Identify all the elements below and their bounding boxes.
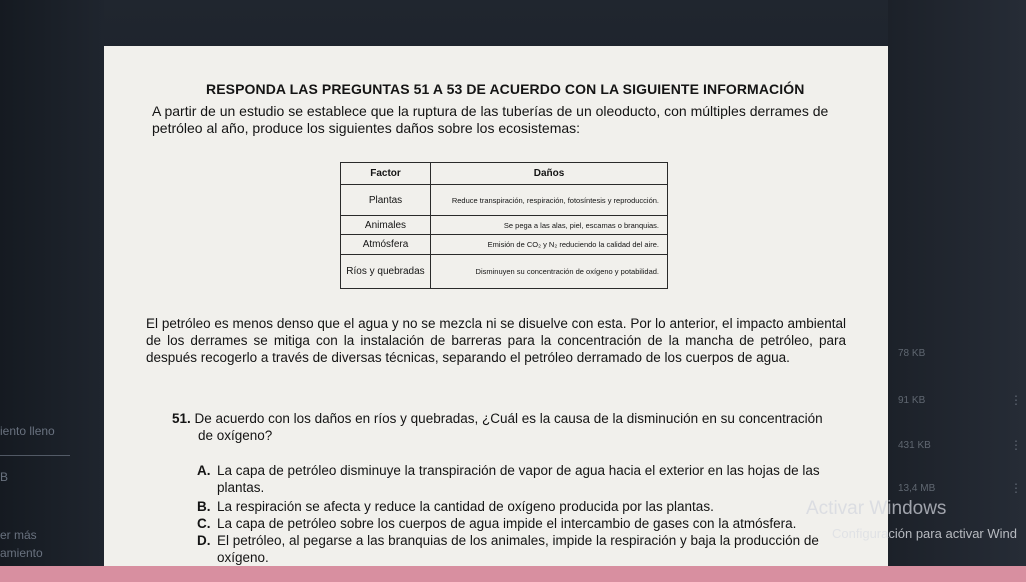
damage-table	[340, 162, 668, 289]
table-header-factor: Factor	[341, 163, 431, 185]
question-text-line1: De acuerdo con los daños en ríos y quebradas, ¿Cuál es la causa de la disminución en su concentración	[194, 411, 823, 426]
option-letter: A.	[197, 463, 211, 478]
option-text: La capa de petróleo disminuye la transpiración de vapor de agua hacia el exterior en las hojas de las plantas.	[217, 463, 820, 495]
question-text-line2: de oxígeno?	[198, 428, 273, 443]
option-text: La capa de petróleo sobre los cuerpos de agua impide el intercambio de gases con la atmósfera.	[217, 516, 797, 531]
more-options-icon[interactable]: ⋮	[1010, 438, 1022, 452]
table-cell-factor: Atmósfera	[341, 235, 431, 255]
left-panel-text-4: amiento	[0, 546, 43, 560]
option-text: El petróleo, al pegarse a las branquias de los animales, impide la respiración y baja la producción de oxígeno.	[217, 533, 819, 565]
table-cell-factor: Ríos y quebradas	[341, 255, 431, 289]
left-panel-text-1: iento lleno	[0, 424, 55, 438]
table-header-damage: Daños	[431, 163, 668, 185]
option-b[interactable]	[197, 498, 857, 515]
left-background-panel	[0, 0, 104, 582]
option-a[interactable]	[197, 462, 857, 496]
option-letter: B.	[197, 499, 211, 514]
question-51	[172, 410, 852, 444]
table-row	[341, 216, 668, 235]
more-options-icon[interactable]: ⋮	[1010, 481, 1022, 495]
file-size-label-1: 78 KB	[898, 348, 926, 359]
option-d[interactable]	[197, 532, 857, 566]
table-header-row	[341, 163, 668, 185]
left-panel-text-3: er más	[0, 528, 37, 542]
option-text: La respiración se afecta y reduce la cantidad de oxígeno producida por las plantas.	[217, 499, 714, 514]
table-cell-effect: Se pega a las alas, piel, escamas o branquias.	[431, 216, 668, 235]
bottom-color-bar	[0, 566, 1026, 582]
left-panel-text-2: B	[0, 470, 9, 484]
option-c[interactable]	[197, 515, 857, 532]
context-paragraph: El petróleo es menos denso que el agua y no se mezcla ni se disuelve con esta. Por lo anterior, el impacto ambiental de los derrames se mitiga con la instalación de barreras para la concentración de la mancha de petróleo, para después recogerlo a través de diversas técnicas, separando el petróleo derramado de los cuerpos de agua.	[146, 316, 846, 365]
activation-watermark-title: Activar Windows	[806, 498, 947, 519]
table-row	[341, 235, 668, 255]
table-cell-factor: Animales	[341, 216, 431, 235]
right-background-panel	[888, 0, 1026, 582]
option-letter: D.	[197, 533, 211, 548]
table-cell-effect: Reduce transpiración, respiración, fotosíntesis y reproducción.	[431, 185, 668, 216]
table-cell-effect: Disminuyen su concentración de oxígeno y potabilidad.	[431, 255, 668, 289]
file-size-label-4: 13,4 MB	[898, 483, 936, 494]
document-page	[104, 46, 888, 582]
section-heading: RESPONDA LAS PREGUNTAS 51 A 53 DE ACUERDO CON LA SIGUIENTE INFORMACIÓN	[206, 81, 805, 97]
table-row	[341, 255, 668, 289]
activation-watermark-subtitle: Configuración para activar Wind	[832, 526, 1017, 541]
left-panel-divider	[0, 455, 70, 456]
table-cell-factor: Plantas	[341, 185, 431, 216]
intro-text: A partir de un estudio se establece que la ruptura de las tuberías de un oleoducto, con múltiples derrames de petróleo al año, produce los siguientes daños sobre los ecosistemas:	[152, 103, 829, 136]
answer-options	[197, 462, 857, 566]
more-options-icon[interactable]: ⋮	[1010, 393, 1022, 407]
question-number: 51.	[172, 411, 191, 426]
file-size-label-3: 431 KB	[898, 440, 931, 451]
table-cell-effect: Emisión de CO₂ y N₂ reduciendo la calidad del aire.	[431, 235, 668, 255]
file-size-label-2: 91 KB	[898, 395, 926, 406]
table-row	[341, 185, 668, 216]
option-letter: C.	[197, 516, 211, 531]
